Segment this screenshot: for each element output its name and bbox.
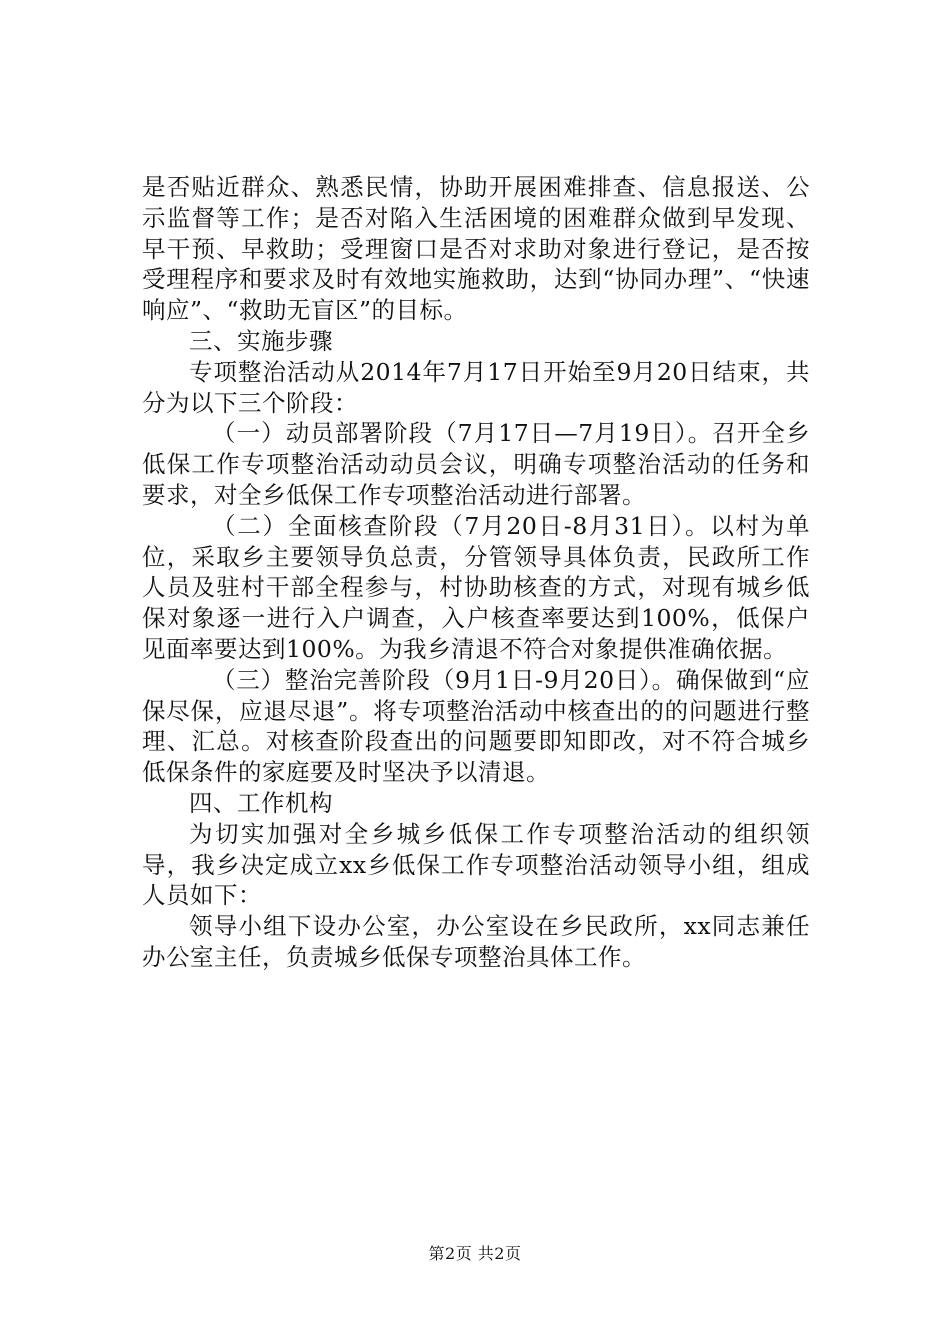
paragraph-schedule: 专项整治活动从2014年7月17日开始至9月20日结束，共分为以下三个阶段：: [142, 357, 810, 417]
paragraph-stage-three: （三）整治完善阶段（9月1日-9月20日）。确保做到“应保尽保，应退尽退”。将专项整治活动中核查出的的问题进行整理、汇总。对核查阶段查出的问题要即知即改，对不符合城乡低保条件的家庭要及时坚决予以清退。: [142, 665, 810, 787]
paragraph-continuation: 是否贴近群众、熟悉民情，协助开展困难排查、信息报送、公示监督等工作；是否对陷入生活困境的困难群众做到早发现、早干预、早救助；受理窗口是否对求助对象进行登记，是否按受理程序和要求及时有效地实施救助，达到“协同办理”、“快速响应”、“救助无盲区”的目标。: [142, 173, 810, 325]
page-number-footer: 第2页 共2页: [428, 1244, 522, 1263]
document-body: [142, 172, 810, 973]
paragraph-stage-two: （二）全面核查阶段（7月20日-8月31日）。以村为单位，采取乡主要领导负总责，分管领导具体负责，民政所工作人员及驻村干部全程参与，村协助核查的方式，对现有城乡低保对象逐一进行入户调查，入户核查率要达到100%，低保户见面率要达到100%。为我乡清退不符合对象提供准确依据。: [142, 511, 810, 663]
paragraph-office: 领导小组下设办公室，办公室设在乡民政所，xx同志兼任办公室主任，负责城乡低保专项整治具体工作。: [142, 912, 810, 971]
paragraph-stage-one: （一）动员部署阶段（7月17日—7月19日）。召开全乡低保工作专项整治活动动员会议，明确专项整治活动的任务和要求，对全乡低保工作专项整治活动进行部署。: [142, 419, 810, 509]
section-heading-implementation-steps: 三、实施步骤: [189, 326, 333, 355]
section-heading-work-organization: 四、工作机构: [189, 788, 333, 817]
paragraph-leading-group: 为切实加强对全乡城乡低保工作专项整治活动的组织领导，我乡决定成立xx乡低保工作专项整治活动领导小组，组成人员如下：: [142, 819, 810, 910]
